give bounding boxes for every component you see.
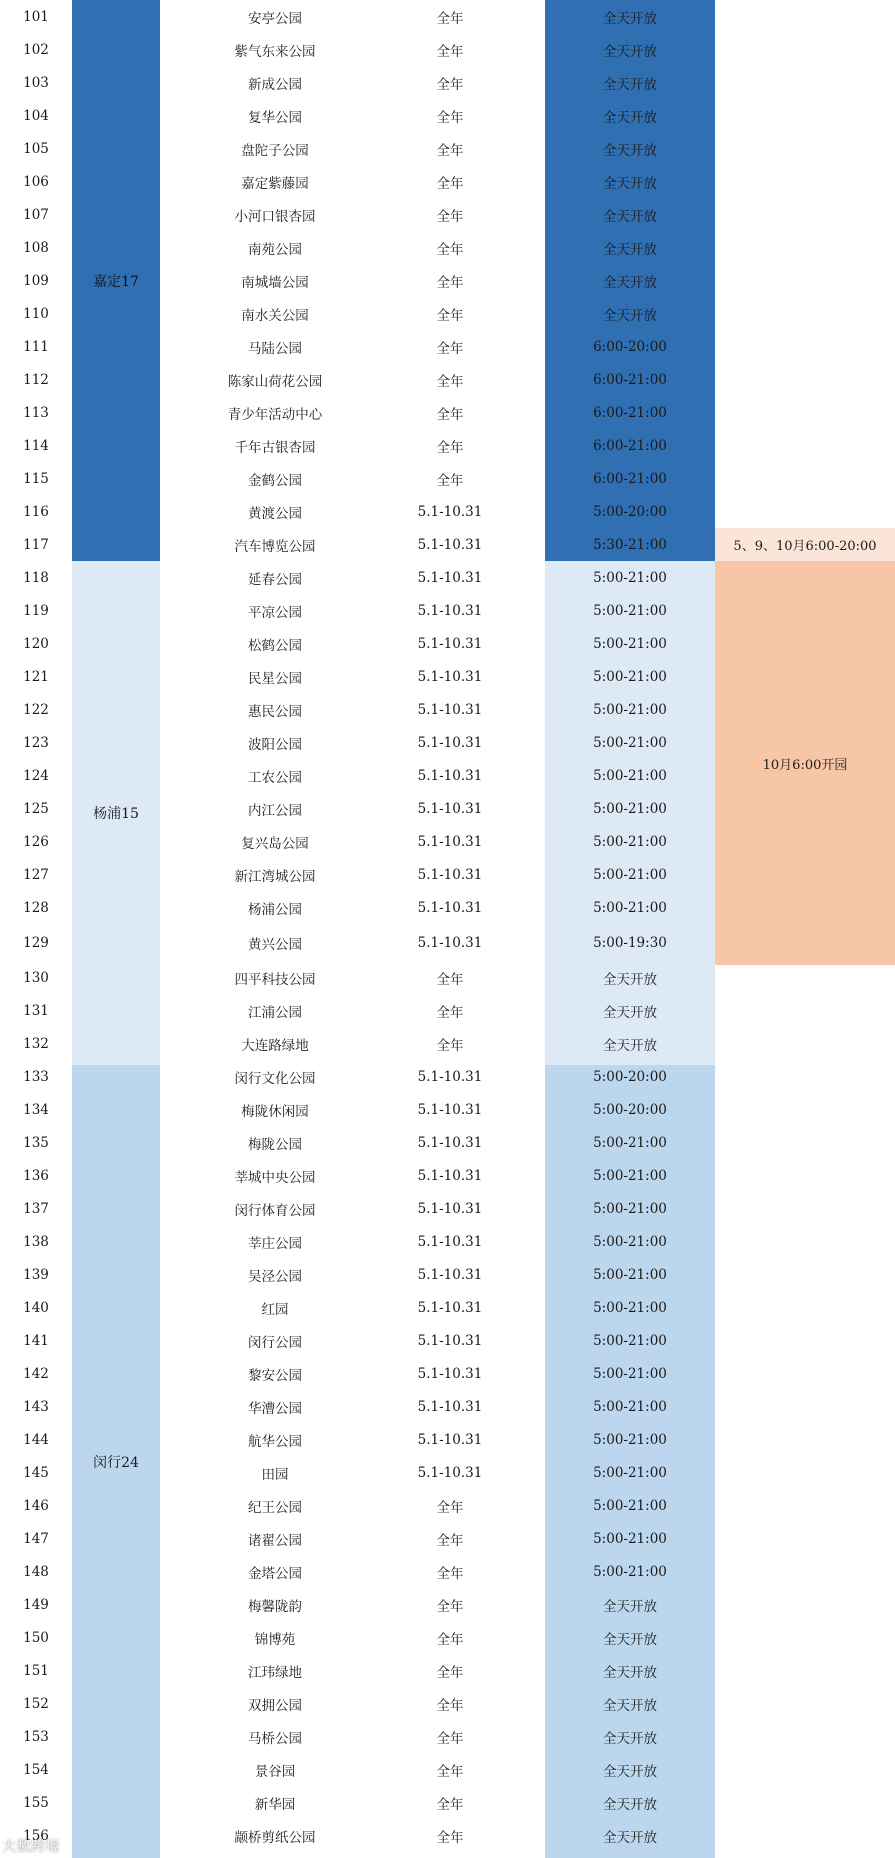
opening-hours: 6:00-20:00 <box>593 338 667 355</box>
park-name: 安亭公园 <box>248 10 302 27</box>
open-season: 全年 <box>436 472 464 489</box>
opening-hours: 5:00-21:00 <box>593 1167 667 1184</box>
open-season: 5.1-10.31 <box>417 1365 483 1382</box>
opening-hours: 5:00-21:00 <box>593 866 667 883</box>
table-row <box>0 792 895 825</box>
row-number: 145 <box>23 1464 49 1481</box>
opening-hours: 5:00-21:00 <box>593 1200 667 1217</box>
open-season: 5.1-10.31 <box>417 1299 483 1316</box>
table-row <box>0 924 895 961</box>
table-row <box>0 561 895 594</box>
opening-hours: 5:00-21:00 <box>593 668 667 685</box>
table-row <box>0 858 895 891</box>
table-row <box>0 99 895 132</box>
opening-hours: 6:00-21:00 <box>593 437 667 454</box>
open-season: 全年 <box>436 43 464 60</box>
opening-hours: 全天开放 <box>603 10 657 27</box>
row-number: 120 <box>23 635 49 652</box>
opening-hours: 全天开放 <box>603 43 657 60</box>
row-number: 136 <box>23 1167 49 1184</box>
opening-hours: 5:00-21:00 <box>593 602 667 619</box>
table-row <box>0 1456 895 1489</box>
table-row <box>0 330 895 363</box>
table-row <box>0 462 895 495</box>
open-season: 5.1-10.31 <box>417 1464 483 1481</box>
open-season: 全年 <box>436 971 464 988</box>
table-row <box>0 1654 895 1687</box>
park-name: 马桥公园 <box>248 1730 302 1747</box>
opening-hours: 全天开放 <box>603 208 657 225</box>
park-name: 汽车博览公园 <box>234 538 316 555</box>
park-name: 延春公园 <box>248 571 302 588</box>
open-season: 全年 <box>436 76 464 93</box>
table-row <box>0 759 895 792</box>
table-row <box>0 1786 895 1819</box>
park-name: 黎安公园 <box>248 1367 302 1384</box>
park-name: 梅馨陇韵 <box>248 1598 302 1615</box>
open-season: 5.1-10.31 <box>417 1398 483 1415</box>
park-name: 小河口银杏园 <box>234 208 316 225</box>
opening-hours: 全天开放 <box>603 1697 657 1714</box>
park-name: 盘陀子公园 <box>241 142 309 159</box>
row-number: 152 <box>23 1695 49 1712</box>
park-name: 大连路绿地 <box>241 1037 309 1054</box>
row-number: 127 <box>23 866 49 883</box>
row-number: 113 <box>23 404 49 421</box>
row-number: 110 <box>23 305 49 322</box>
opening-hours: 5:00-21:00 <box>593 833 667 850</box>
row-number: 131 <box>23 1002 49 1019</box>
park-name: 金塔公园 <box>248 1565 302 1582</box>
open-season: 全年 <box>436 1697 464 1714</box>
open-season: 全年 <box>436 1532 464 1549</box>
table-row <box>0 1621 895 1654</box>
table-row <box>0 1423 895 1456</box>
open-season: 5.1-10.31 <box>417 1101 483 1118</box>
table-row <box>0 1522 895 1555</box>
park-name: 新江湾城公园 <box>234 868 316 885</box>
row-number: 141 <box>23 1332 49 1349</box>
opening-hours: 全天开放 <box>603 274 657 291</box>
opening-hours: 5:30-21:00 <box>593 536 667 553</box>
park-name: 波阳公园 <box>248 736 302 753</box>
table-row <box>0 132 895 165</box>
open-season: 5.1-10.31 <box>417 899 483 916</box>
park-name: 田园 <box>261 1466 289 1483</box>
table-row <box>0 495 895 528</box>
open-season: 5.1-10.31 <box>417 602 483 619</box>
park-name: 南水关公园 <box>241 307 309 324</box>
row-number: 124 <box>23 767 49 784</box>
open-season: 5.1-10.31 <box>417 734 483 751</box>
table-row <box>0 1126 895 1159</box>
open-season: 5.1-10.31 <box>417 668 483 685</box>
open-season: 全年 <box>436 373 464 390</box>
open-season: 全年 <box>436 340 464 357</box>
row-number: 147 <box>23 1530 49 1547</box>
park-name: 景谷园 <box>254 1763 296 1780</box>
row-number: 123 <box>23 734 49 751</box>
table-row <box>0 825 895 858</box>
open-season: 全年 <box>436 109 464 126</box>
open-season: 全年 <box>436 1664 464 1681</box>
district-label: 杨浦15 <box>93 806 139 822</box>
park-name: 闵行体育公园 <box>234 1202 316 1219</box>
park-name: 黄兴公园 <box>248 936 302 953</box>
table-row <box>0 1192 895 1225</box>
park-name: 黄渡公园 <box>248 505 302 522</box>
table-row <box>0 1390 895 1423</box>
opening-hours: 全天开放 <box>603 1730 657 1747</box>
open-season: 全年 <box>436 241 464 258</box>
opening-hours: 5:00-21:00 <box>593 1332 667 1349</box>
row-number: 118 <box>23 569 49 586</box>
opening-hours: 全天开放 <box>603 971 657 988</box>
table-row <box>0 0 895 33</box>
row-number: 154 <box>23 1761 49 1778</box>
open-season: 全年 <box>436 1829 464 1846</box>
open-season: 全年 <box>436 1796 464 1813</box>
table-row <box>0 660 895 693</box>
park-name: 平凉公园 <box>248 604 302 621</box>
open-season: 全年 <box>436 175 464 192</box>
table-row <box>0 1588 895 1621</box>
row-number: 139 <box>23 1266 49 1283</box>
table-row <box>0 165 895 198</box>
open-season: 全年 <box>436 307 464 324</box>
note-text: 10月6:00开园 <box>762 757 848 773</box>
row-number: 102 <box>23 41 49 58</box>
opening-hours: 全天开放 <box>603 1829 657 1846</box>
park-name: 新华园 <box>254 1796 296 1813</box>
park-name: 江浦公园 <box>248 1004 302 1021</box>
opening-hours: 5:00-21:00 <box>593 767 667 784</box>
table-row <box>0 1093 895 1126</box>
park-name: 陈家山荷花公园 <box>227 373 323 390</box>
open-season: 5.1-10.31 <box>417 1167 483 1184</box>
open-season: 5.1-10.31 <box>417 934 483 951</box>
opening-hours: 5:00-21:00 <box>593 635 667 652</box>
opening-hours: 5:00-21:00 <box>593 1431 667 1448</box>
row-number: 132 <box>23 1035 49 1052</box>
opening-hours: 全天开放 <box>603 76 657 93</box>
opening-hours: 全天开放 <box>603 1037 657 1054</box>
opening-hours: 5:00-20:00 <box>593 1101 667 1118</box>
opening-hours: 5:00-21:00 <box>593 1497 667 1514</box>
table-row <box>0 66 895 99</box>
park-name: 纪王公园 <box>248 1499 302 1516</box>
row-number: 149 <box>23 1596 49 1613</box>
opening-hours: 全天开放 <box>603 109 657 126</box>
opening-hours: 5:00-21:00 <box>593 800 667 817</box>
row-number: 115 <box>23 470 49 487</box>
open-season: 全年 <box>436 1631 464 1648</box>
opening-hours: 全天开放 <box>603 307 657 324</box>
open-season: 全年 <box>436 142 464 159</box>
table-row <box>0 1159 895 1192</box>
row-number: 122 <box>23 701 49 718</box>
row-number: 150 <box>23 1629 49 1646</box>
open-season: 5.1-10.31 <box>417 1266 483 1283</box>
table-row <box>0 1753 895 1786</box>
opening-hours: 全天开放 <box>603 1631 657 1648</box>
park-name: 马陆公园 <box>248 340 302 357</box>
watermark-text: 大数跨境 <box>2 1839 60 1855</box>
park-name: 工农公园 <box>248 769 302 786</box>
row-number: 111 <box>23 338 49 355</box>
park-name: 诸翟公园 <box>248 1532 302 1549</box>
park-name: 复兴岛公园 <box>241 835 309 852</box>
park-name: 复华公园 <box>248 109 302 126</box>
park-name: 千年古银杏园 <box>234 439 316 456</box>
row-number: 151 <box>23 1662 49 1679</box>
note-text: 5、9、10月6:00-20:00 <box>733 539 877 554</box>
open-season: 全年 <box>436 274 464 291</box>
opening-hours: 5:00-21:00 <box>593 1134 667 1151</box>
table-row <box>0 1258 895 1291</box>
district-label: 嘉定17 <box>93 273 139 290</box>
table-row <box>0 198 895 231</box>
park-name: 吴泾公园 <box>248 1268 302 1285</box>
opening-hours: 全天开放 <box>603 1796 657 1813</box>
opening-hours: 全天开放 <box>603 1598 657 1615</box>
table-row <box>0 264 895 297</box>
row-number: 128 <box>23 899 49 916</box>
row-number: 140 <box>23 1299 49 1316</box>
district-label: 闵行24 <box>93 1454 139 1471</box>
row-number: 133 <box>23 1068 49 1085</box>
table-row <box>0 1357 895 1390</box>
table-row <box>0 693 895 726</box>
row-number: 156 <box>23 1827 49 1844</box>
open-season: 5.1-10.31 <box>417 833 483 850</box>
opening-hours: 6:00-21:00 <box>593 404 667 421</box>
open-season: 全年 <box>436 1037 464 1054</box>
open-season: 全年 <box>436 1565 464 1582</box>
table-row <box>0 627 895 660</box>
park-name: 金鹤公园 <box>248 472 302 489</box>
row-number: 153 <box>23 1728 49 1745</box>
opening-hours: 5:00-21:00 <box>593 899 667 916</box>
park-name: 南城墙公园 <box>241 274 309 291</box>
row-number: 137 <box>23 1200 49 1217</box>
table-row <box>0 429 895 462</box>
park-name: 双拥公园 <box>248 1697 302 1714</box>
park-name: 华漕公园 <box>248 1400 302 1417</box>
open-season: 全年 <box>436 10 464 27</box>
row-number: 106 <box>23 173 49 190</box>
park-name: 江玮绿地 <box>248 1664 302 1681</box>
open-season: 5.1-10.31 <box>417 1134 483 1151</box>
table-row <box>0 1291 895 1324</box>
open-season: 全年 <box>436 1763 464 1780</box>
row-number: 142 <box>23 1365 49 1382</box>
row-number: 130 <box>23 969 49 986</box>
row-number: 104 <box>23 107 49 124</box>
row-number: 112 <box>23 371 49 388</box>
park-name: 莘庄公园 <box>248 1235 302 1252</box>
row-number: 116 <box>23 503 49 520</box>
park-name: 内江公园 <box>248 802 302 819</box>
opening-hours: 5:00-21:00 <box>593 569 667 586</box>
opening-hours: 全天开放 <box>603 1664 657 1681</box>
row-number: 148 <box>23 1563 49 1580</box>
park-name: 红园 <box>261 1301 289 1318</box>
row-number: 135 <box>23 1134 49 1151</box>
open-season: 5.1-10.31 <box>417 800 483 817</box>
open-season: 全年 <box>436 1730 464 1747</box>
table-row <box>0 1555 895 1588</box>
table-row <box>0 33 895 66</box>
table-row <box>0 1060 895 1093</box>
opening-hours: 5:00-20:00 <box>593 503 667 520</box>
opening-hours: 5:00-21:00 <box>593 1530 667 1547</box>
open-season: 5.1-10.31 <box>417 767 483 784</box>
opening-hours: 全天开放 <box>603 175 657 192</box>
open-season: 全年 <box>436 208 464 225</box>
open-season: 5.1-10.31 <box>417 1200 483 1217</box>
table-row <box>0 1720 895 1753</box>
row-number: 155 <box>23 1794 49 1811</box>
table-row <box>0 1687 895 1720</box>
table-row <box>0 1027 895 1060</box>
table-row <box>0 891 895 924</box>
opening-hours: 6:00-21:00 <box>593 470 667 487</box>
table-row <box>0 961 895 994</box>
table-row <box>0 1489 895 1522</box>
table-row <box>0 231 895 264</box>
opening-hours: 全天开放 <box>603 241 657 258</box>
row-number: 134 <box>23 1101 49 1118</box>
opening-hours: 5:00-20:00 <box>593 1068 667 1085</box>
park-name: 惠民公园 <box>248 703 302 720</box>
row-number: 114 <box>23 437 49 454</box>
opening-hours: 5:00-21:00 <box>593 1464 667 1481</box>
table-row <box>0 994 895 1027</box>
park-name: 杨浦公园 <box>248 901 302 918</box>
opening-hours: 全天开放 <box>603 1004 657 1021</box>
opening-hours: 5:00-21:00 <box>593 1563 667 1580</box>
row-number: 121 <box>23 668 49 685</box>
park-name: 嘉定紫藤园 <box>241 175 309 192</box>
table-row <box>0 528 895 561</box>
opening-hours: 5:00-21:00 <box>593 1266 667 1283</box>
row-number: 105 <box>23 140 49 157</box>
park-name: 青少年活动中心 <box>227 406 323 423</box>
park-name: 紫气东来公园 <box>234 43 316 60</box>
row-number: 129 <box>23 934 49 951</box>
row-number: 126 <box>23 833 49 850</box>
open-season: 5.1-10.31 <box>417 701 483 718</box>
park-name: 闵行文化公园 <box>234 1070 316 1087</box>
open-season: 5.1-10.31 <box>417 635 483 652</box>
open-season: 全年 <box>436 1598 464 1615</box>
table-row <box>0 297 895 330</box>
table-row <box>0 363 895 396</box>
opening-hours: 5:00-21:00 <box>593 701 667 718</box>
open-season: 全年 <box>436 439 464 456</box>
park-name: 梅陇休闲园 <box>241 1103 309 1120</box>
open-season: 5.1-10.31 <box>417 1332 483 1349</box>
park-name: 闵行公园 <box>248 1334 302 1351</box>
park-name: 梅陇公园 <box>248 1136 302 1153</box>
park-name: 松鹤公园 <box>248 637 302 654</box>
row-number: 125 <box>23 800 49 817</box>
opening-hours: 5:00-21:00 <box>593 734 667 751</box>
row-number: 109 <box>23 272 49 289</box>
opening-hours: 6:00-21:00 <box>593 371 667 388</box>
opening-hours: 5:00-21:00 <box>593 1365 667 1382</box>
park-name: 航华公园 <box>248 1433 302 1450</box>
opening-hours: 全天开放 <box>603 142 657 159</box>
open-season: 5.1-10.31 <box>417 866 483 883</box>
open-season: 全年 <box>436 406 464 423</box>
open-season: 5.1-10.31 <box>417 569 483 586</box>
row-number: 108 <box>23 239 49 256</box>
row-number: 117 <box>23 536 49 553</box>
table-row <box>0 594 895 627</box>
table-row <box>0 1324 895 1357</box>
row-number: 101 <box>23 8 49 25</box>
open-season: 5.1-10.31 <box>417 503 483 520</box>
row-number: 146 <box>23 1497 49 1514</box>
open-season: 5.1-10.31 <box>417 1068 483 1085</box>
row-number: 103 <box>23 74 49 91</box>
open-season: 全年 <box>436 1004 464 1021</box>
park-name: 锦博苑 <box>254 1631 296 1648</box>
opening-hours: 全天开放 <box>603 1763 657 1780</box>
park-name: 新成公园 <box>248 76 302 93</box>
opening-hours: 5:00-21:00 <box>593 1299 667 1316</box>
row-number: 143 <box>23 1398 49 1415</box>
park-name: 四平科技公园 <box>234 971 316 988</box>
opening-hours: 5:00-19:30 <box>593 934 667 951</box>
park-name: 民星公园 <box>248 670 302 687</box>
row-number: 144 <box>23 1431 49 1448</box>
park-name: 颛桥剪纸公园 <box>234 1829 316 1846</box>
open-season: 5.1-10.31 <box>417 1233 483 1250</box>
table-row <box>0 726 895 759</box>
table-row <box>0 396 895 429</box>
park-name: 莘城中央公园 <box>234 1169 316 1186</box>
open-season: 5.1-10.31 <box>417 1431 483 1448</box>
open-season: 5.1-10.31 <box>417 536 483 553</box>
table-row <box>0 1225 895 1258</box>
row-number: 119 <box>23 602 49 619</box>
table-row <box>0 1819 895 1852</box>
park-name: 南苑公园 <box>248 241 302 258</box>
opening-hours: 5:00-21:00 <box>593 1233 667 1250</box>
row-number: 107 <box>23 206 49 223</box>
opening-hours: 5:00-21:00 <box>593 1398 667 1415</box>
row-number: 138 <box>23 1233 49 1250</box>
open-season: 全年 <box>436 1499 464 1516</box>
